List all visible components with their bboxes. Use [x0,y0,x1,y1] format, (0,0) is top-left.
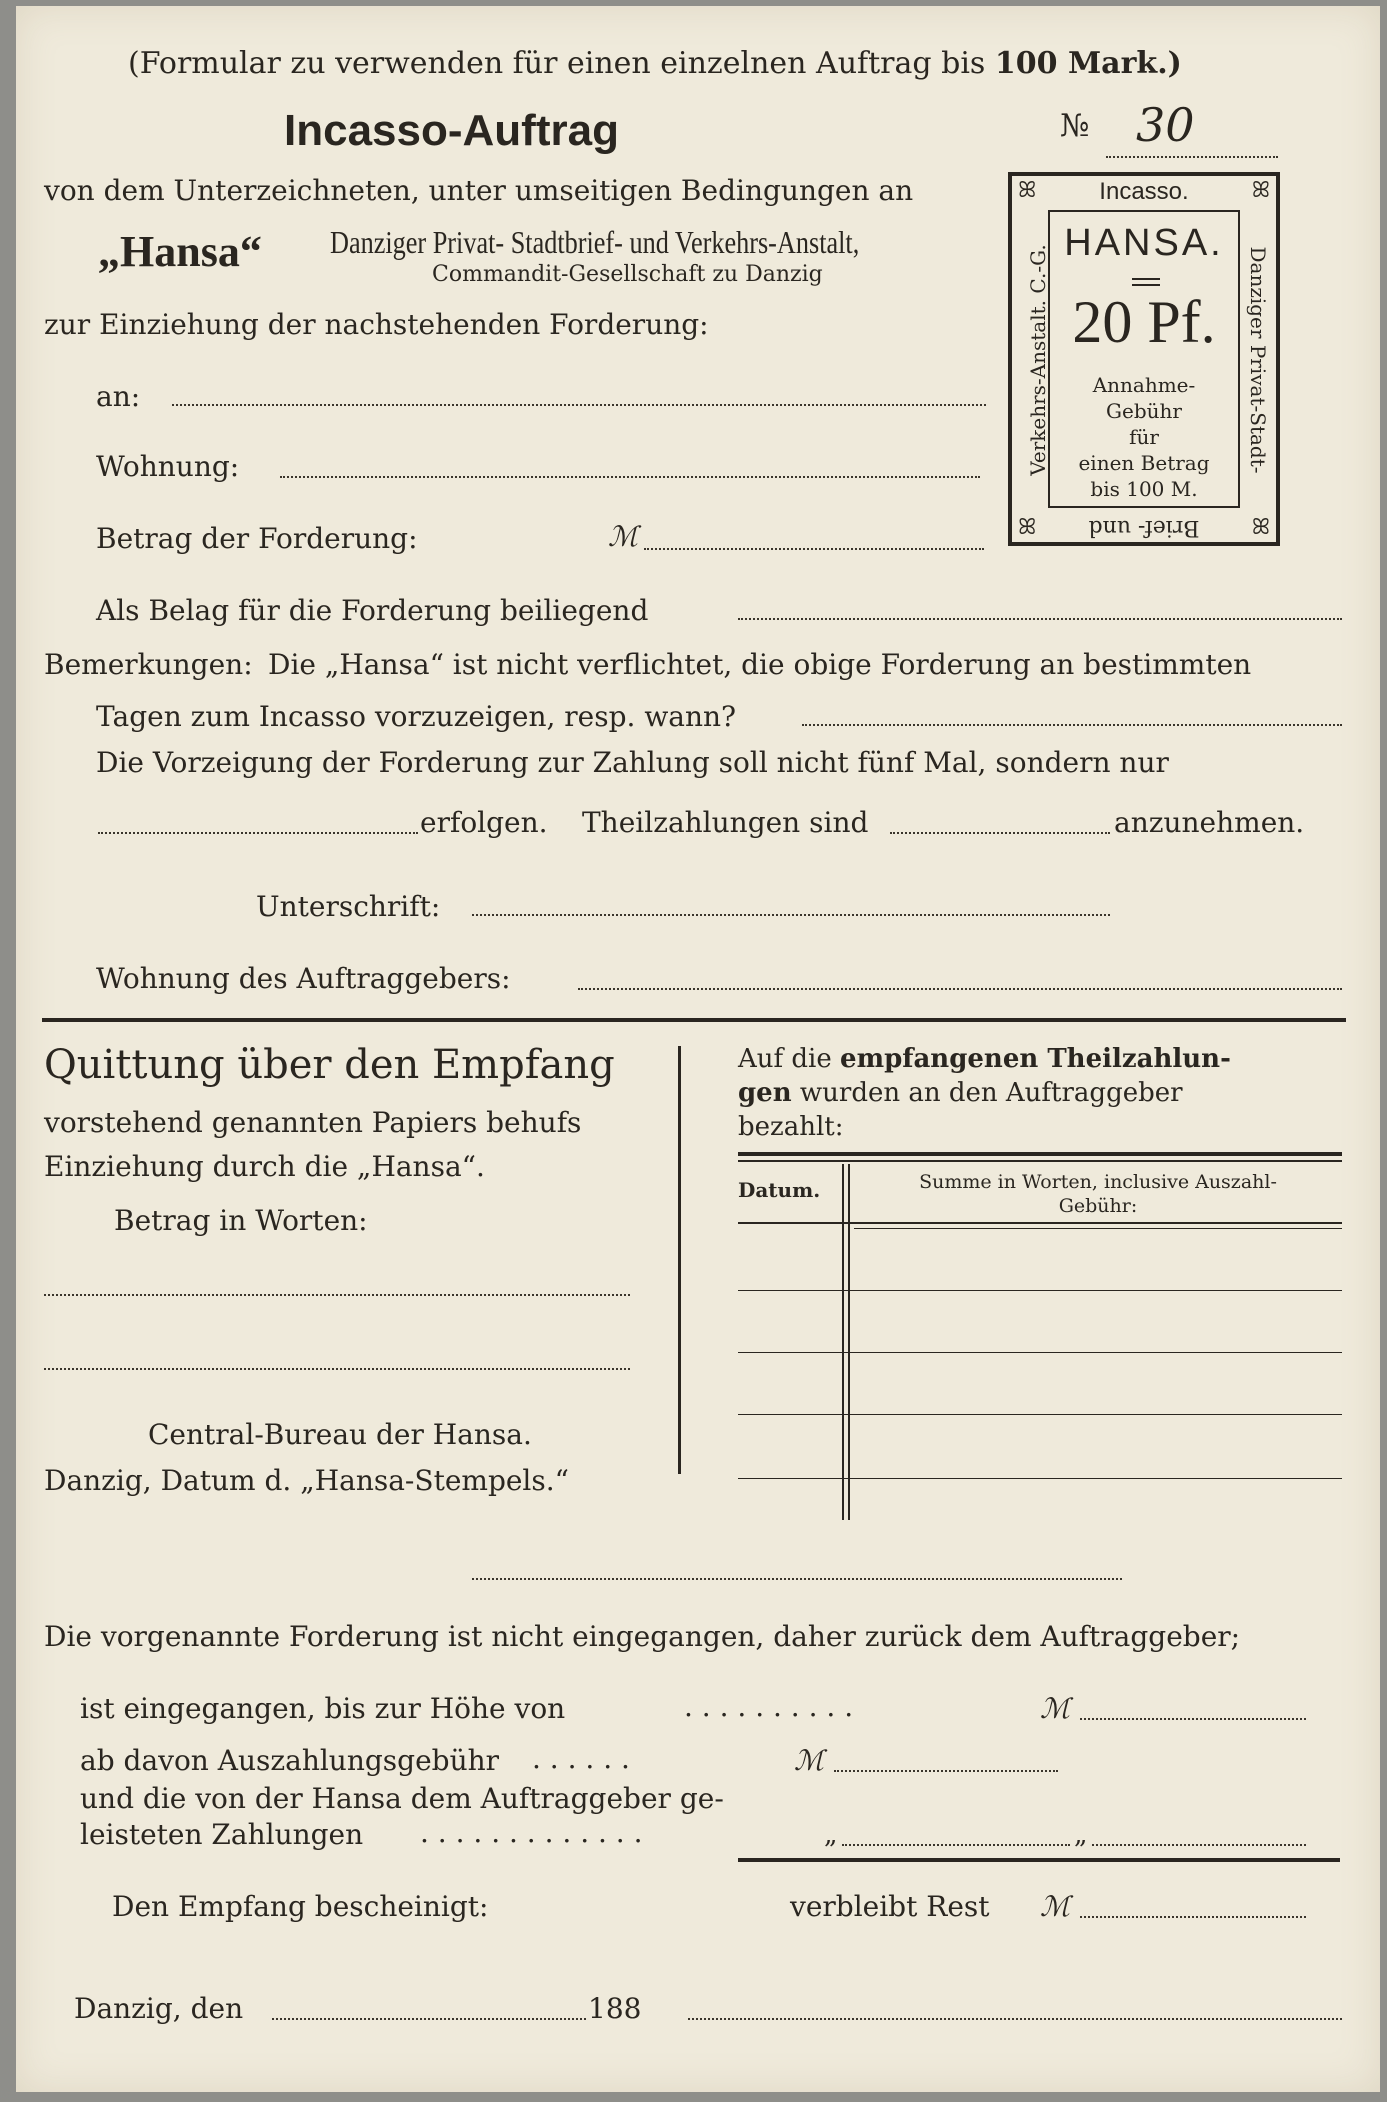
mark-symbol: ℳ [794,1744,824,1777]
receipt-date-label: Danzig, Datum d. „Hansa-Stempels.“ [44,1464,569,1497]
stamp-right-text: Danziger Privat-Stadt- [1246,246,1270,474]
amount-words-field-1[interactable] [44,1294,630,1296]
remarks-theilzahlungen: Theilzahlungen sind [582,806,869,839]
not-received-text: Die vorgenannte Forderung ist nicht eingegangen, daher zurück dem Auftraggeber; [44,1620,1241,1653]
postage-stamp [1008,172,1280,546]
payments-amount-field-2[interactable] [1092,1844,1306,1846]
form-sheet [16,6,1380,2092]
stamp-ornament-icon: ꕤ [1251,178,1270,203]
fee-amount-field[interactable] [834,1770,1058,1772]
wohnung-label: Wohnung: [96,450,240,483]
mark-symbol: ℳ [1040,1890,1070,1923]
incasso-days-field[interactable] [802,724,1342,726]
received-amount-field[interactable] [1080,1718,1306,1720]
receipt-line-1: vorstehend genannten Papiers behufs [44,1106,582,1139]
form-title: Incasso-Auftrag [284,106,619,155]
remarks-line-3: Die Vorzeigung der Forderung zur Zahlung soll nicht fünf Mal, sondern nur [96,746,1169,779]
payments-label-2: leisteten Zahlungen [80,1818,364,1851]
vertical-divider [678,1046,681,1474]
wohnung-auftraggeber-field[interactable] [578,988,1342,990]
partial-payments-field[interactable] [890,832,1110,834]
header-rule [854,1228,1342,1229]
stamp-top-text: Incasso. [1099,178,1189,205]
company-subtitle: Commandit-Gesellschaft zu Danzig [432,262,823,287]
receipt-line-2: Einziehung durch die „Hansa“. [44,1150,485,1183]
payments-amount-field-1[interactable] [842,1844,1070,1846]
stamp-description: Annahme- Gebühr für einen Betrag bis 100 M. [1078,373,1210,501]
stamp-frame-line [1048,210,1240,212]
fee-label: ab davon Auszahlungsgebühr [80,1744,500,1777]
ditto-mark: „ [1074,1820,1088,1850]
table-row[interactable] [738,1414,1342,1415]
stamp-ornament-icon: ꕤ [1018,515,1037,540]
payments-leader: . . . . . . . . . . . . . [420,1816,643,1849]
received-leader: . . . . . . . . . . [684,1690,854,1723]
received-label: ist eingegangen, bis zur Höhe von [80,1692,566,1725]
unterschrift-field[interactable] [472,914,1110,916]
times-field[interactable] [98,832,418,834]
table-row[interactable] [738,1478,1342,1479]
signature-field[interactable] [688,2018,1342,2020]
confirm-label: Den Empfang bescheinigt: [112,1890,489,1923]
company-description: Danziger Privat- Stadtbrief- und Verkehrs-Anstalt, [330,224,860,260]
stamp-value: 20 Pf. [1072,289,1216,355]
remarks-line-2: Tagen zum Incasso vorzuzeigen, resp. wann? [96,700,737,733]
number-value: 30 [1136,98,1195,152]
table-top-rule [738,1152,1342,1156]
year-label: 188 [588,1992,642,2025]
number-label: № [1060,108,1090,144]
remarks-label: Bemerkungen: [44,648,253,681]
stamp-name: HANSA. [1064,222,1224,264]
usage-note: (Formular zu verwenden für einen einzelnen Auftrag bis 100 Mark.) [128,46,1182,81]
remarks-anzunehmen: anzunehmen. [1114,806,1305,839]
column-rule [848,1164,850,1520]
remarks-erfolgen: erfolgen. [420,806,548,839]
stamp-ornament-icon: ꕤ [1018,178,1037,203]
wohnung-field[interactable] [280,476,980,478]
stamp-bottom-text: Brief- und [1088,515,1200,540]
receipt-title: Quittung über den Empfang [44,1042,615,1088]
amount-words-label: Betrag in Worten: [114,1204,368,1237]
intro-line-1: von dem Unterzeichneten, unter umseitigen Bedingungen an [44,174,914,207]
section-divider [42,1018,1346,1022]
an-field[interactable] [172,404,986,406]
column-datum: Datum. [738,1178,821,1202]
stamp-left-text: Verkehrs-Anstalt. C.-G. [1026,244,1050,476]
place-label: Danzig, den [74,1992,244,2025]
betrag-field[interactable] [644,548,984,550]
table-top-rule [738,1160,1342,1162]
rest-amount-field[interactable] [1080,1916,1306,1918]
company-name: „Hansa“ [98,227,262,276]
partial-heading: Auf die empfangenen Theilzahlun- gen wurden an den Auftraggeber bezahlt: [738,1044,1231,1142]
stamp-divider [1132,278,1160,280]
mark-symbol: ℳ [608,520,638,553]
stamp-divider [1132,284,1160,286]
column-rule [842,1164,844,1520]
payments-label-1: und die von der Hansa dem Auftraggeber ge- [80,1782,724,1815]
amount-words-field-2[interactable] [44,1368,630,1370]
stamp-frame-line [1238,210,1240,508]
number-line[interactable] [1106,156,1278,158]
sum-rule [738,1858,1340,1862]
mark-symbol: ℳ [1040,1692,1070,1725]
rest-label: verbleibt Rest [790,1890,990,1923]
stamp-date-field[interactable] [472,1578,1122,1580]
unterschrift-label: Unterschrift: [256,890,441,923]
belag-label: Als Belag für die Forderung beiliegend [96,594,649,627]
remarks-line-1: Die „Hansa“ ist nicht verflichtet, die obige Forderung an bestimmten [268,648,1252,681]
fee-leader: . . . . . . [532,1742,630,1775]
ditto-mark: „ [824,1820,838,1850]
stamp-ornament-icon: ꕤ [1251,515,1270,540]
betrag-label: Betrag der Forderung: [96,522,418,555]
wohnung-auftraggeber-label: Wohnung des Auftraggebers: [96,962,511,995]
intro-line-3: zur Einziehung der nachstehenden Forderung: [44,308,709,341]
bureau-label: Central-Bureau der Hansa. [148,1418,532,1451]
stamp-frame-line [1048,506,1240,508]
table-row[interactable] [738,1290,1342,1291]
header-rule [738,1222,1342,1224]
belag-field[interactable] [738,618,1342,620]
date-field[interactable] [272,2018,586,2020]
an-label: an: [96,380,141,413]
column-summe: Summe in Worten, inclusive Auszahl- Gebühr: [919,1171,1277,1217]
table-row[interactable] [738,1352,1342,1353]
